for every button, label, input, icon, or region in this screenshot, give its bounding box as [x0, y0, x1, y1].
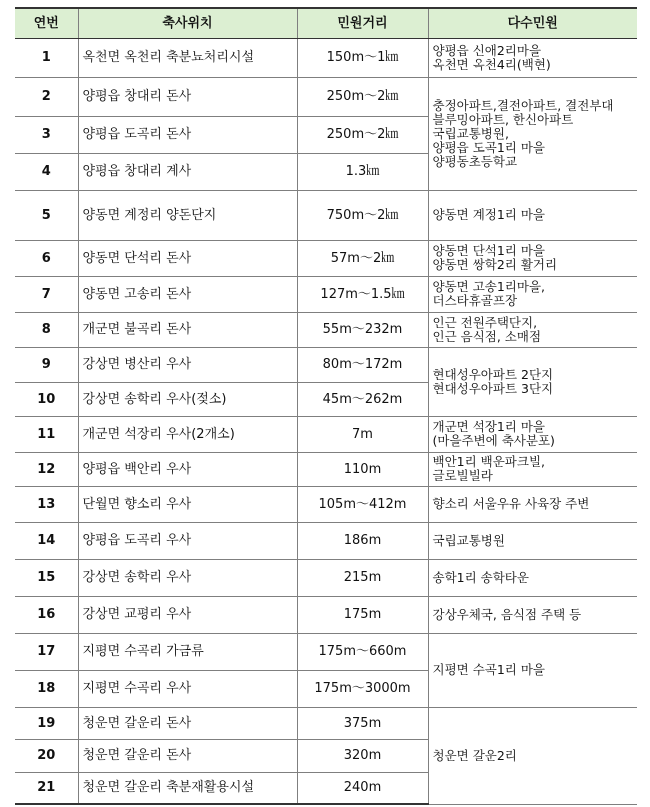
- row-number: 9: [15, 347, 78, 382]
- table-row: [15, 347, 637, 382]
- complaint-area: 송학1리 송학타운: [428, 559, 637, 596]
- complaint-distance: 215m: [297, 559, 428, 596]
- farm-location: 청운면 갈운리 축분재활용시설: [78, 772, 297, 804]
- complaint-distance: 250m～2㎞: [297, 116, 428, 153]
- livestock-complaint-table: [15, 7, 637, 805]
- farm-location: 양동면 단석리 돈사: [78, 240, 297, 276]
- complaint-distance: 55m～232m: [297, 312, 428, 347]
- complaint-table-container: [15, 7, 637, 805]
- row-number: 12: [15, 452, 78, 486]
- complaint-distance: 750m～2㎞: [297, 190, 428, 240]
- table-row: [15, 38, 637, 77]
- farm-location: 강상면 송학리 우사: [78, 559, 297, 596]
- table-row: [15, 486, 637, 522]
- complaint-distance: 80m～172m: [297, 347, 428, 382]
- header-distance: 민원거리: [297, 8, 428, 38]
- complaint-area: 충정아파트,결전아파트, 결전부대 블루밍아파트, 한신아파트 국립교통병원, 양평읍 도곡1리 마을 양평동초등학교: [428, 77, 637, 190]
- farm-location: 강상면 교평리 우사: [78, 596, 297, 633]
- farm-location: 청운면 갈운리 돈사: [78, 739, 297, 772]
- table-row: [15, 452, 637, 486]
- row-number: 20: [15, 739, 78, 772]
- complaint-distance: 1.3㎞: [297, 153, 428, 190]
- complaint-area: 양동면 계정1리 마을: [428, 190, 637, 240]
- farm-location: 지평면 수곡리 가금류: [78, 633, 297, 670]
- header-row: [15, 8, 637, 38]
- complaint-distance: 186m: [297, 522, 428, 559]
- farm-location: 개군면 석장리 우사(2개소): [78, 416, 297, 452]
- complaint-distance: 240m: [297, 772, 428, 804]
- row-number: 13: [15, 486, 78, 522]
- table-row: [15, 312, 637, 347]
- table-row: [15, 596, 637, 633]
- farm-location: 양평읍 창대리 계사: [78, 153, 297, 190]
- complaint-distance: 127m～1.5㎞: [297, 276, 428, 312]
- farm-location: 청운면 갈운리 돈사: [78, 707, 297, 739]
- complaint-area: 청운면 갈운2리: [428, 707, 637, 804]
- row-number: 14: [15, 522, 78, 559]
- row-number: 16: [15, 596, 78, 633]
- complaint-distance: 150m～1㎞: [297, 38, 428, 77]
- row-number: 2: [15, 77, 78, 116]
- header-location: 축사위치: [78, 8, 297, 38]
- complaint-area: 강상우체국, 음식점 주택 등: [428, 596, 637, 633]
- complaint-distance: 110m: [297, 452, 428, 486]
- table-row: [15, 559, 637, 596]
- complaint-distance: 375m: [297, 707, 428, 739]
- row-number: 17: [15, 633, 78, 670]
- complaint-area: 개군면 석장1리 마을 (마을주변에 축사분포): [428, 416, 637, 452]
- table-row: [15, 416, 637, 452]
- complaint-distance: 250m～2㎞: [297, 77, 428, 116]
- table-row: [15, 633, 637, 670]
- farm-location: 옥천면 옥천리 축분뇨처리시설: [78, 38, 297, 77]
- row-number: 6: [15, 240, 78, 276]
- complaint-area: 지평면 수곡1리 마을: [428, 633, 637, 707]
- farm-location: 양평읍 백안리 우사: [78, 452, 297, 486]
- header-complaints: 다수민원: [428, 8, 637, 38]
- row-number: 10: [15, 382, 78, 416]
- complaint-distance: 57m～2㎞: [297, 240, 428, 276]
- complaint-area: 국립교통병원: [428, 522, 637, 559]
- complaint-area: 백안1리 백운파크빌, 글로빌빌라: [428, 452, 637, 486]
- complaint-area: 인근 전원주택단지, 인근 음식점, 소매점: [428, 312, 637, 347]
- farm-location: 양동면 계정리 양돈단지: [78, 190, 297, 240]
- complaint-distance: 105m～412m: [297, 486, 428, 522]
- row-number: 21: [15, 772, 78, 804]
- table-row: [15, 276, 637, 312]
- row-number: 5: [15, 190, 78, 240]
- farm-location: 개군면 불곡리 돈사: [78, 312, 297, 347]
- complaint-distance: 45m～262m: [297, 382, 428, 416]
- table-row: [15, 707, 637, 739]
- row-number: 19: [15, 707, 78, 739]
- row-number: 7: [15, 276, 78, 312]
- complaint-distance: 175m: [297, 596, 428, 633]
- farm-location: 양동면 고송리 돈사: [78, 276, 297, 312]
- complaint-area: 양동면 단석1리 마을 양동면 쌍학2리 활거리: [428, 240, 637, 276]
- complaint-distance: 175m～3000m: [297, 670, 428, 707]
- row-number: 15: [15, 559, 78, 596]
- complaint-area: 향소리 서울우유 사육장 주변: [428, 486, 637, 522]
- row-number: 8: [15, 312, 78, 347]
- farm-location: 양평읍 창대리 돈사: [78, 77, 297, 116]
- complaint-distance: 175m～660m: [297, 633, 428, 670]
- complaint-area: 현대성우아파트 2단지 현대성우아파트 3단지: [428, 347, 637, 416]
- row-number: 3: [15, 116, 78, 153]
- row-number: 4: [15, 153, 78, 190]
- row-number: 18: [15, 670, 78, 707]
- table-row: [15, 522, 637, 559]
- row-number: 1: [15, 38, 78, 77]
- farm-location: 양평읍 도곡리 우사: [78, 522, 297, 559]
- table-row: [15, 240, 637, 276]
- farm-location: 단월면 향소리 우사: [78, 486, 297, 522]
- header-no: 연번: [15, 8, 78, 38]
- table-row: [15, 77, 637, 116]
- farm-location: 지평면 수곡리 우사: [78, 670, 297, 707]
- complaint-distance: 7m: [297, 416, 428, 452]
- row-number: 11: [15, 416, 78, 452]
- complaint-area: 양평읍 신애2리마을 옥천면 옥천4리(백현): [428, 38, 637, 77]
- complaint-distance: 320m: [297, 739, 428, 772]
- complaint-area: 양동면 고송1리마을, 더스타휴골프장: [428, 276, 637, 312]
- farm-location: 양평읍 도곡리 돈사: [78, 116, 297, 153]
- farm-location: 강상면 병산리 우사: [78, 347, 297, 382]
- table-row: [15, 190, 637, 240]
- farm-location: 강상면 송학리 우사(젖소): [78, 382, 297, 416]
